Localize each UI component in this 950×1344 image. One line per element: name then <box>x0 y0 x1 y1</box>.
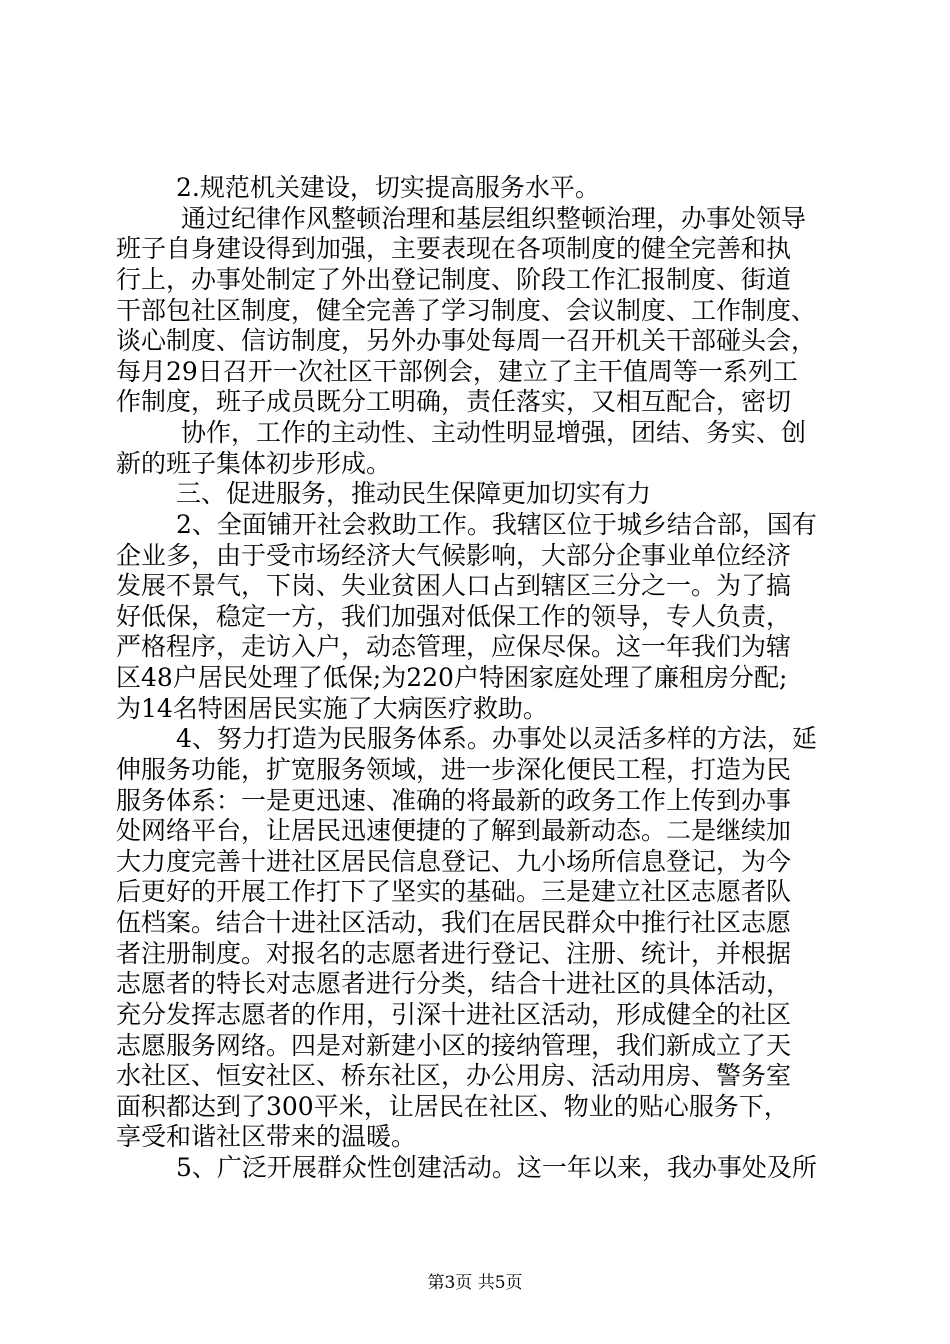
text-line: 志愿服务网络。四是对新建小区的接纳管理，我们新成立了天 <box>116 1031 792 1060</box>
text-line: 5、广泛开展群众性创建活动。这一年以来，我办事处及所 <box>176 1153 817 1182</box>
text-line: 为14名特困居民实施了大病医疗救助。 <box>116 694 548 723</box>
page-number-footer: 第3页 共5页 <box>427 1273 523 1293</box>
text-line: 发展不景气，下岗、失业贫困人口占到辖区三分之一。为了搞 <box>116 571 792 600</box>
text-line: 新的班子集体初步形成。 <box>116 449 392 478</box>
text-line: 水社区、恒安社区、桥东社区，办公用房、活动用房、警务室 <box>116 1061 792 1090</box>
text-line: 服务体系：一是更迅速、准确的将最新的政务工作上传到办事 <box>116 786 792 815</box>
text-line: 处网络平台，让居民迅速便捷的了解到最新动态。二是继续加 <box>116 816 792 845</box>
text-line: 协作，工作的主动性、主动性明显增强，团结、务实、创 <box>181 418 807 447</box>
text-line: 严格程序，走访入户，动态管理，应保尽保。这一年我们为辖 <box>116 632 792 661</box>
text-line: 面积都达到了300平米，让居民在社区、物业的贴心服务下， <box>116 1092 789 1121</box>
text-line: 2.规范机关建设，切实提高服务水平。 <box>176 173 600 202</box>
text-line: 享受和谐社区带来的温暖。 <box>116 1122 417 1151</box>
text-line: 4、努力打造为民服务体系。办事处以灵活多样的方法，延 <box>176 724 817 753</box>
text-line: 志愿者的特长对志愿者进行分类，结合十进社区的具体活动， <box>116 969 792 998</box>
text-line: 区48户居民处理了低保;为220户特困家庭处理了廉租房分配; <box>116 663 788 692</box>
text-line: 伸服务功能，扩宽服务领域，进一步深化便民工程，打造为民 <box>116 755 792 784</box>
text-line: 大力度完善十进社区居民信息登记、九小场所信息登记，为今 <box>116 847 792 876</box>
text-line: 干部包社区制度，健全完善了学习制度、会议制度、工作制度、 <box>116 296 817 325</box>
text-line: 充分发挥志愿者的作用，引深十进社区活动，形成健全的社区 <box>116 1000 792 1029</box>
text-line: 作制度，班子成员既分工明确，责任落实，又相互配合，密切 <box>116 387 792 416</box>
text-line: 行上，办事处制定了外出登记制度、阶段工作汇报制度、街道 <box>116 265 792 294</box>
section-heading: 三、促进服务，推动民生保障更加切实有力 <box>176 479 652 508</box>
text-line: 2、全面铺开社会救助工作。我辖区位于城乡结合部，国有 <box>176 510 817 539</box>
text-line: 谈心制度、信访制度，另外办事处每周一召开机关干部碰头会， <box>116 326 817 355</box>
text-line: 伍档案。结合十进社区活动，我们在居民群众中推行社区志愿 <box>116 908 792 937</box>
text-line: 者注册制度。对报名的志愿者进行登记、注册、统计，并根据 <box>116 939 792 968</box>
text-line: 班子自身建设得到加强，主要表现在各项制度的健全完善和执 <box>116 234 792 263</box>
text-line: 后更好的开展工作打下了坚实的基础。三是建立社区志愿者队 <box>116 877 792 906</box>
text-line: 每月29日召开一次社区干部例会，建立了主干值周等一系列工 <box>116 357 798 386</box>
text-line: 企业多，由于受市场经济大气候影响，大部分企事业单位经济 <box>116 541 792 570</box>
text-line: 通过纪律作风整顿治理和基层组织整顿治理，办事处领导 <box>181 204 807 233</box>
text-line: 好低保，稳定一方，我们加强对低保工作的领导，专人负责， <box>116 602 792 631</box>
